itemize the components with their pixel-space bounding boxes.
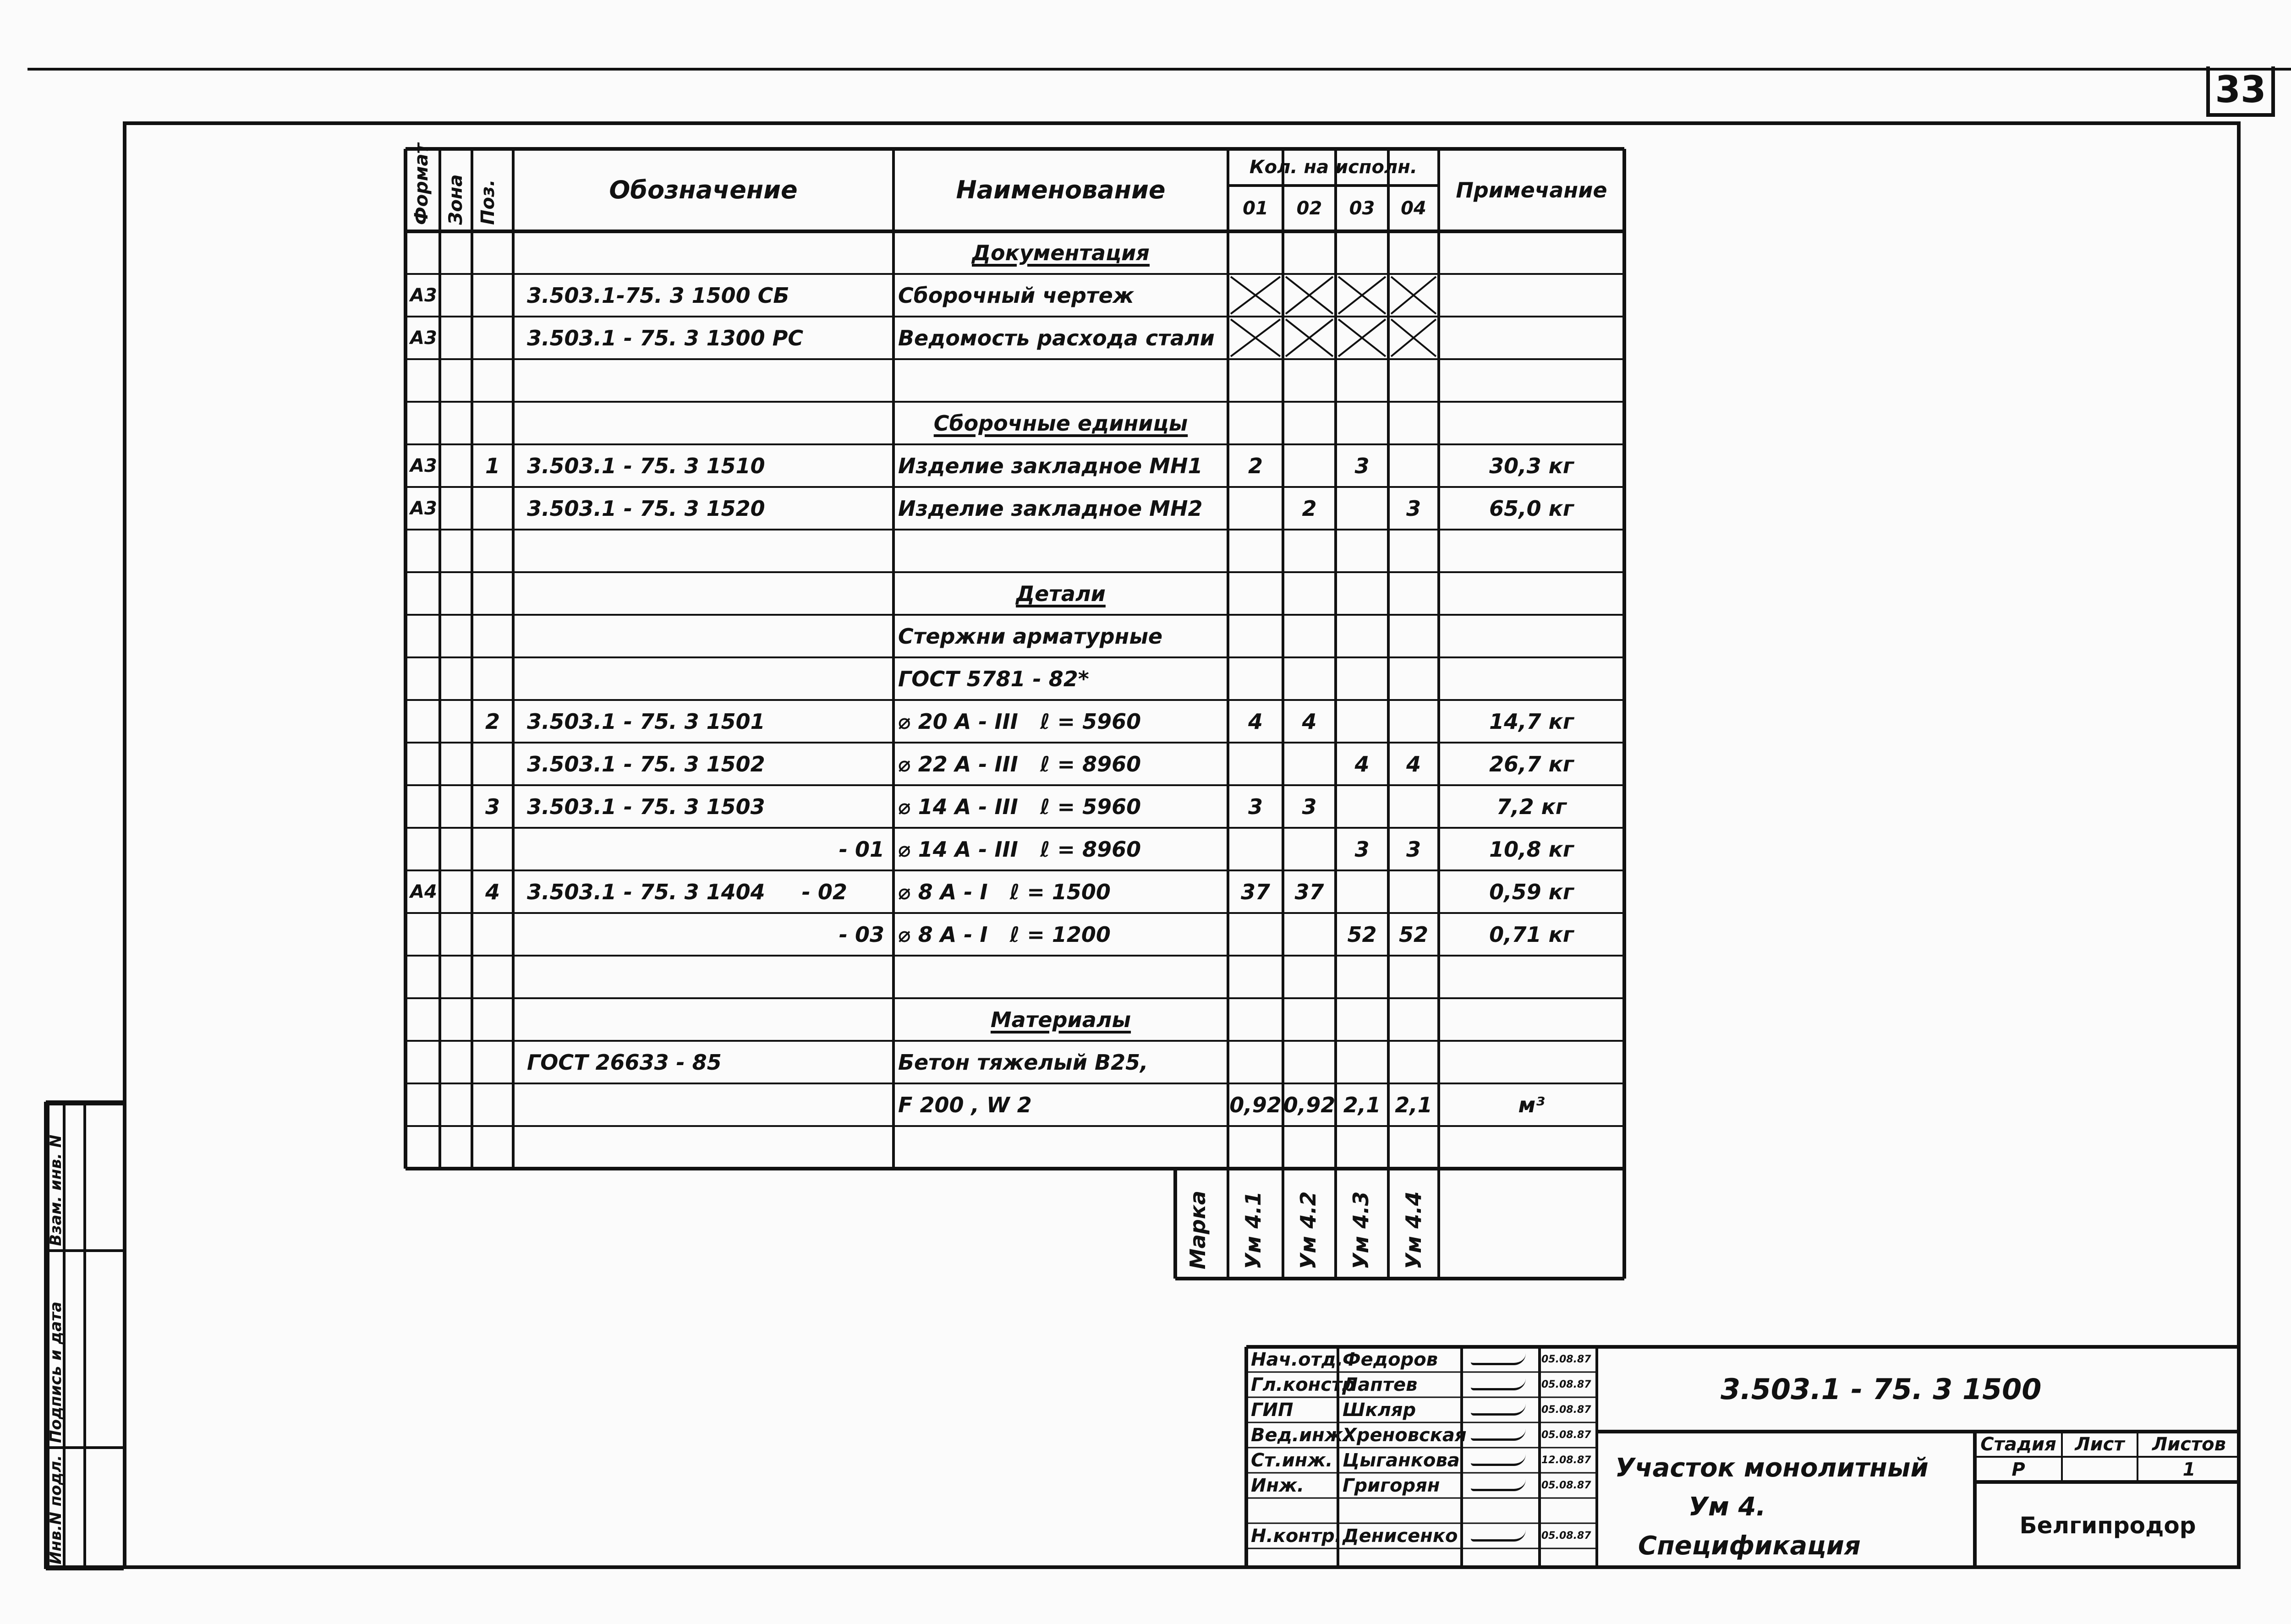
row-qty [1388,998,1439,1041]
tb-date: 05.08.87 [1541,1353,1591,1365]
row-qty [1283,828,1336,870]
row-designation [522,530,889,572]
row-designation [522,615,889,657]
row-format [406,359,440,402]
row-designation: - 03 [839,922,884,947]
row-qty [1228,1041,1283,1083]
marks-label: Марка [1185,1190,1210,1269]
row-designation [522,657,889,700]
document-title-line: Ум 4. [1688,1492,1766,1522]
row-note: 0,71 кг [1489,922,1574,947]
row-qty [1228,231,1283,274]
row-note [1439,274,1624,317]
tb-role: Инж. [1251,1475,1304,1496]
organization: Белгипродор [2019,1512,2196,1539]
section-heading: Документация [972,240,1150,265]
row-format [406,700,440,743]
sheet-label: Лист [2075,1433,2125,1455]
stage-value: Р [2011,1459,2025,1480]
row-qty: 2 [1302,496,1317,521]
tb-role: Нач.отд. [1251,1349,1343,1370]
row-designation: 3.503.1 - 75. 3 1503 [527,794,765,819]
row-format [406,743,440,785]
stage-label: Стадия [1980,1433,2056,1455]
row-format [406,1041,440,1083]
row-qty [1283,317,1336,359]
row-name: F 200 , W 2 [898,1092,1032,1117]
row-designation [522,231,889,274]
row-format [406,956,440,998]
row-designation [522,359,889,402]
mark-item: Ум 4.2 [1296,1191,1321,1269]
row-qty [1336,572,1388,615]
row-qty [1336,1126,1388,1169]
row-name: Стержни арматурные [898,623,1163,649]
row-qty [1336,785,1388,828]
row-qty [1228,913,1283,956]
row-format: А3 [410,498,437,519]
row-qty [1388,317,1439,359]
row-qty [1283,657,1336,700]
row-qty: 4 [1302,709,1317,734]
row-pos [472,956,513,998]
row-qty [1283,444,1336,487]
row-qty [1283,530,1336,572]
row-designation: 3.503.1 - 75. 3 1300 РС [527,325,804,350]
row-note [1439,359,1624,402]
signature [1471,1429,1526,1441]
header-note: Примечание [1456,178,1607,202]
row-qty [1228,828,1283,870]
row-qty: 4 [1354,751,1370,776]
row-designation [522,1126,889,1169]
row-pos [472,359,513,402]
row-qty: 3 [1406,837,1421,862]
row-qty [1388,274,1439,317]
row-qty [1283,998,1336,1041]
row-name: Ведомость расхода стали [898,325,1215,350]
row-format [406,1126,440,1169]
row-qty: 3 [1406,496,1421,521]
row-qty [1336,657,1388,700]
row-qty [1228,274,1283,317]
row-qty [1388,444,1439,487]
row-qty [1388,572,1439,615]
row-qty [1228,998,1283,1041]
row-pos [472,1126,513,1169]
row-designation [522,998,889,1041]
row-format [406,615,440,657]
row-pos [472,828,513,870]
row-designation: 3.503.1 - 75. 3 1520 [527,496,765,521]
row-note: 65,0 кг [1489,496,1574,521]
row-qty [1228,317,1283,359]
row-designation: - 01 [839,837,884,862]
row-qty [1388,785,1439,828]
row-qty [1388,657,1439,700]
row-name [893,1126,1228,1169]
row-pos [472,402,513,444]
row-qty: 2,1 [1395,1092,1432,1117]
row-qty [1283,956,1336,998]
signature [1471,1454,1526,1466]
row-pos: 1 [485,453,500,478]
row-note: 14,7 кг [1489,709,1574,734]
row-qty [1228,1126,1283,1169]
tb-name: Лаптев [1343,1374,1418,1395]
signature [1471,1378,1526,1390]
sheets-label: Листов [2152,1433,2226,1455]
row-pos [472,1041,513,1083]
row-qty [1283,1126,1336,1169]
row-note: 0,59 кг [1489,879,1574,904]
row-qty [1336,402,1388,444]
header-name: Наименование [956,175,1166,204]
row-format: А3 [410,455,437,476]
row-qty [1228,657,1283,700]
row-qty [1388,530,1439,572]
row-qty: 4 [1406,751,1421,776]
row-note [1439,1041,1624,1083]
row-qty: 4 [1248,709,1263,734]
row-qty [1283,402,1336,444]
signature [1471,1404,1526,1416]
row-designation: 3.503.1 - 75. 3 1501 [527,709,765,734]
section-heading: Сборочные единицы [933,410,1188,436]
row-name: Изделие закладное МН1 [898,453,1203,478]
signature [1471,1530,1526,1542]
tb-role: Вед.инж. [1251,1424,1350,1446]
tb-name: Григорян [1343,1475,1440,1496]
row-pos [472,615,513,657]
row-qty [1283,274,1336,317]
row-pos [472,274,513,317]
row-qty [1336,870,1388,913]
tb-name: Цыганкова [1343,1449,1460,1471]
row-qty [1336,615,1388,657]
row-note: 30,3 кг [1489,453,1574,478]
row-name: Изделие закладное МН2 [898,496,1203,521]
row-note: 10,8 кг [1489,837,1574,862]
row-qty [1283,1041,1336,1083]
row-qty [1388,1126,1439,1169]
row-pos [472,913,513,956]
row-note [1439,572,1624,615]
header-variant: 01 [1243,198,1268,219]
header-pos: Поз. [477,179,499,225]
row-name: ГОСТ 5781 - 82* [898,666,1089,691]
page-number: 33 [2206,66,2275,117]
tb-name: Денисенко [1343,1525,1458,1547]
tb-name: Федоров [1343,1349,1438,1370]
tb-date: 05.08.87 [1541,1429,1591,1441]
row-pos: 4 [485,879,500,904]
section-heading: Материалы [990,1007,1131,1032]
row-qty: 52 [1347,922,1377,947]
row-format [406,231,440,274]
row-qty: 52 [1398,922,1428,947]
header-qty: Кол. на исполн. [1249,157,1418,178]
row-qty [1228,572,1283,615]
row-name: ⌀ 14 А - III ℓ = 5960 [898,794,1141,819]
row-qty [1336,998,1388,1041]
row-qty [1388,231,1439,274]
tb-role: Гл.констр [1251,1374,1355,1395]
row-designation: 3.503.1 - 75. 3 1502 [527,751,765,776]
row-pos: 2 [485,709,500,734]
row-name [893,956,1228,998]
row-designation [522,956,889,998]
row-format [406,785,440,828]
row-qty: 2,1 [1343,1092,1381,1117]
row-qty [1388,359,1439,402]
side-stamp-label: Инв.N подл. [47,1455,65,1564]
header-designation: Обозначение [609,175,798,204]
row-name: ⌀ 8 А - I ℓ = 1200 [898,922,1111,947]
row-note [1439,231,1624,274]
row-note [1439,1126,1624,1169]
mark-item: Ум 4.4 [1401,1191,1426,1269]
row-format: А3 [410,284,437,306]
row-qty: 0,92 [1283,1092,1336,1117]
row-qty: 2 [1248,453,1263,478]
row-note [1439,530,1624,572]
row-qty [1388,700,1439,743]
header-variant: 03 [1349,198,1375,219]
row-qty [1228,530,1283,572]
tb-role: ГИП [1251,1399,1293,1421]
mark-item: Ум 4.1 [1241,1191,1266,1269]
row-qty [1388,870,1439,913]
row-qty [1336,956,1388,998]
row-pos [472,530,513,572]
tb-role: Н.контр. [1251,1525,1342,1547]
row-note [1439,657,1624,700]
row-designation: 3.503.1-75. 3 1500 СБ [527,283,789,308]
row-qty [1283,913,1336,956]
row-designation [522,1083,889,1126]
tb-date: 05.08.87 [1541,1530,1591,1542]
row-note: м³ [1518,1092,1545,1117]
row-pos [472,743,513,785]
row-format: А4 [410,881,437,902]
row-pos: 3 [485,794,500,819]
row-qty: 3 [1302,794,1317,819]
row-format [406,998,440,1041]
row-qty [1228,743,1283,785]
row-note [1439,615,1624,657]
document-title-line: Участок монолитный [1615,1453,1929,1483]
row-note [1439,317,1624,359]
row-qty [1336,317,1388,359]
row-note [1439,998,1624,1041]
row-qty: 3 [1354,453,1370,478]
row-pos [472,317,513,359]
row-qty [1283,615,1336,657]
tb-role: Ст.инж. [1251,1449,1333,1471]
row-note [1439,956,1624,998]
row-qty [1336,359,1388,402]
row-note: 26,7 кг [1489,751,1574,776]
row-qty: 37 [1240,879,1270,904]
row-format [406,1083,440,1126]
row-qty [1228,487,1283,530]
row-qty [1336,487,1388,530]
sheets-value: 1 [2182,1459,2196,1480]
row-format [406,913,440,956]
row-name [893,359,1228,402]
row-qty [1228,359,1283,402]
row-note: 7,2 кг [1496,794,1567,819]
side-stamp-label: Взам. инв. N [47,1134,65,1246]
mark-item: Ум 4.3 [1348,1191,1373,1269]
row-qty [1228,615,1283,657]
signature [1471,1479,1526,1491]
row-qty [1283,743,1336,785]
row-qty [1336,274,1388,317]
row-name: Бетон тяжелый В25, [898,1050,1148,1075]
row-name: ⌀ 14 А - III ℓ = 8960 [898,837,1141,862]
tb-date: 05.08.87 [1541,1378,1591,1390]
row-designation: 3.503.1 - 75. 3 1510 [527,453,765,478]
row-qty: 3 [1248,794,1263,819]
row-designation [522,402,889,444]
row-designation [522,572,889,615]
row-qty [1336,1041,1388,1083]
row-note [1439,402,1624,444]
header-variant: 02 [1296,198,1322,219]
row-qty [1283,359,1336,402]
row-name: ⌀ 20 А - III ℓ = 5960 [898,709,1141,734]
row-pos [472,572,513,615]
row-name [893,530,1228,572]
tb-name: Шкляр [1343,1399,1416,1421]
row-qty [1388,956,1439,998]
row-pos [472,998,513,1041]
row-qty [1388,402,1439,444]
header-zone: Зона [445,174,466,225]
tb-date: 05.08.87 [1541,1479,1591,1491]
row-pos [472,487,513,530]
row-format [406,828,440,870]
tb-name [1338,1498,1462,1523]
row-pos [472,1083,513,1126]
row-name: ⌀ 22 А - III ℓ = 8960 [898,751,1141,776]
row-name: ⌀ 8 А - I ℓ = 1500 [898,879,1111,904]
row-designation: 3.503.1 - 75. 3 1404 - 02 [527,879,847,904]
row-format [406,530,440,572]
header-variant: 04 [1401,198,1426,219]
row-qty [1228,956,1283,998]
row-qty [1228,402,1283,444]
row-format [406,657,440,700]
row-qty: 3 [1354,837,1370,862]
row-qty [1283,572,1336,615]
tb-role [1246,1498,1338,1523]
row-designation: ГОСТ 26633 - 85 [527,1050,722,1075]
row-qty: 37 [1294,879,1324,904]
row-format [406,402,440,444]
tb-name: Хреновская [1343,1424,1467,1446]
row-qty [1388,1041,1439,1083]
document-title-line: Спецификация [1638,1531,1861,1561]
side-stamp-label: Подпись и дата [47,1301,65,1443]
row-format: А3 [410,327,437,349]
section-heading: Детали [1016,581,1106,606]
tb-date: 12.08.87 [1541,1454,1591,1466]
sheet-value [2062,1457,2138,1482]
row-pos [472,231,513,274]
signature [1471,1353,1526,1365]
tb-date [1540,1498,1597,1523]
row-qty [1283,231,1336,274]
row-name: Сборочный чертеж [898,283,1134,308]
row-qty [1388,615,1439,657]
tb-date: 05.08.87 [1541,1404,1591,1416]
row-pos [472,657,513,700]
header-format: Формат [411,143,432,225]
document-code: 3.503.1 - 75. 3 1500 [1721,1372,2042,1406]
row-qty [1336,700,1388,743]
row-format [406,572,440,615]
row-qty: 0,92 [1229,1092,1282,1117]
row-qty [1336,231,1388,274]
row-qty [1336,530,1388,572]
